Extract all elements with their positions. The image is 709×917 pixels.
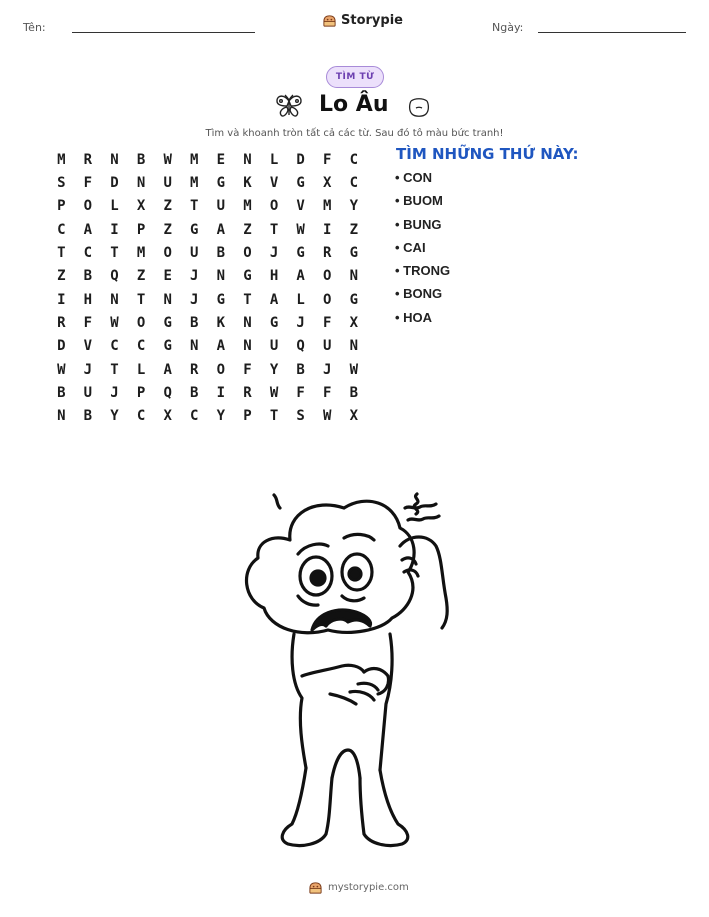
grid-cell[interactable]: J (190, 291, 199, 308)
grid-cell[interactable]: N (190, 338, 199, 355)
grid-cell[interactable]: O (243, 245, 252, 262)
grid-cell[interactable]: C (190, 408, 199, 425)
grid-cell[interactable]: J (269, 245, 279, 262)
grid-cell[interactable]: W (57, 361, 66, 378)
grid-cell[interactable]: W (163, 151, 172, 168)
grid-cell[interactable]: F (323, 315, 332, 332)
grid-cell[interactable]: Y (349, 198, 359, 215)
grid-cell[interactable]: R (323, 245, 332, 262)
grid-cell[interactable]: E (163, 268, 172, 285)
grid-cell[interactable]: G (349, 291, 359, 308)
grid-cell[interactable]: F (243, 361, 252, 378)
grid-cell[interactable]: X (136, 198, 146, 215)
grid-cell[interactable]: Q (296, 338, 305, 355)
grid-cell[interactable]: Q (110, 268, 119, 285)
grid-cell[interactable]: U (190, 245, 199, 262)
grid-cell[interactable]: J (110, 385, 119, 402)
grid-cell[interactable]: S (296, 408, 305, 425)
grid-cell[interactable]: N (243, 315, 252, 332)
grid-cell[interactable]: G (296, 245, 305, 262)
grid-cell[interactable]: H (269, 268, 279, 285)
grid-cell[interactable]: B (190, 385, 199, 402)
grid-cell[interactable]: C (110, 338, 119, 355)
grid-cell[interactable]: L (136, 361, 146, 378)
date-line[interactable] (538, 32, 686, 33)
grid-cell[interactable]: Z (57, 268, 66, 285)
grid-cell[interactable]: F (323, 385, 332, 402)
grid-cell[interactable]: T (190, 198, 199, 215)
word-list-item: • TRONG (395, 263, 451, 279)
worried-face-icon (406, 94, 432, 119)
grid-cell[interactable]: W (323, 408, 332, 425)
word-list-item: • HOA (395, 309, 433, 325)
grid-cell[interactable]: G (216, 175, 226, 192)
grid-cell[interactable]: N (57, 408, 66, 425)
footer (308, 880, 409, 895)
date-label: Ngày: (492, 21, 524, 34)
grid-cell[interactable]: U (323, 338, 332, 355)
instructions: Tìm và khoanh tròn tất cả các từ. Sau đó tô màu bức tranh! (205, 128, 504, 139)
grid-cell[interactable]: K (216, 315, 226, 332)
grid-cell[interactable]: G (190, 221, 199, 238)
grid-cell[interactable]: H (83, 291, 93, 308)
grid-cell[interactable]: N (216, 268, 226, 285)
grid-cell[interactable]: B (57, 385, 66, 402)
grid-cell[interactable]: M (136, 245, 146, 262)
grid-cell[interactable]: M (190, 175, 199, 192)
grid-cell[interactable]: J (296, 315, 305, 332)
grid-cell[interactable]: J (190, 268, 199, 285)
grid-cell[interactable]: Y (216, 408, 226, 425)
grid-cell[interactable]: B (216, 245, 226, 262)
grid-cell[interactable]: M (57, 151, 66, 168)
grid-cell[interactable]: O (269, 198, 279, 215)
grid-cell[interactable]: B (349, 385, 359, 402)
grid-cell[interactable]: Z (349, 221, 359, 238)
grid-cell[interactable]: C (349, 175, 359, 192)
grid-cell[interactable]: B (83, 408, 93, 425)
word-list (395, 170, 450, 333)
word-list-item: • BUOM (395, 193, 443, 209)
grid-cell[interactable]: W (296, 221, 305, 238)
grid-cell[interactable]: W (349, 361, 359, 378)
grid-cell[interactable]: R (83, 151, 93, 168)
grid-cell[interactable]: G (296, 175, 305, 192)
grid-cell[interactable]: O (163, 245, 172, 262)
grid-cell[interactable]: W (269, 385, 279, 402)
grid-cell[interactable]: J (323, 361, 332, 378)
grid-cell[interactable]: T (136, 291, 146, 308)
grid-cell[interactable]: L (269, 151, 279, 168)
grid-cell[interactable]: T (269, 408, 279, 425)
pie-icon (308, 880, 323, 895)
grid-cell[interactable]: X (349, 408, 359, 425)
grid-cell[interactable]: N (163, 291, 172, 308)
grid-cell[interactable]: O (323, 291, 332, 308)
grid-cell[interactable]: I (323, 221, 332, 238)
grid-cell[interactable]: F (83, 315, 93, 332)
grid-cell[interactable]: W (110, 315, 119, 332)
grid-cell[interactable]: I (110, 221, 119, 238)
grid-cell[interactable]: I (57, 291, 66, 308)
grid-cell[interactable]: S (57, 175, 66, 192)
grid-cell[interactable]: U (269, 338, 279, 355)
grid-cell[interactable]: C (136, 338, 146, 355)
grid-cell[interactable]: U (83, 385, 93, 402)
grid-cell[interactable]: B (190, 315, 199, 332)
grid-cell[interactable]: K (243, 175, 252, 192)
grid-cell[interactable]: N (243, 151, 252, 168)
grid-cell[interactable]: O (216, 361, 226, 378)
brand-name: Storypie (341, 13, 403, 28)
grid-cell[interactable]: A (269, 291, 279, 308)
grid-cell[interactable]: O (83, 198, 93, 215)
grid-cell[interactable]: A (163, 361, 172, 378)
grid-cell[interactable]: F (83, 175, 93, 192)
grid-cell[interactable]: U (216, 198, 226, 215)
grid-cell[interactable]: L (110, 198, 119, 215)
grid-cell[interactable]: P (243, 408, 252, 425)
anxious-character-illustration[interactable] (232, 488, 484, 853)
grid-cell[interactable]: N (243, 338, 252, 355)
grid-cell[interactable]: V (269, 175, 279, 192)
grid-cell[interactable]: A (216, 221, 226, 238)
grid-cell[interactable]: G (216, 291, 226, 308)
grid-cell[interactable]: T (269, 221, 279, 238)
grid-cell[interactable]: R (190, 361, 199, 378)
grid-cell[interactable]: Q (163, 385, 172, 402)
grid-cell[interactable]: P (136, 385, 146, 402)
word-list-item: • BUNG (395, 216, 442, 232)
grid-cell[interactable]: U (163, 175, 172, 192)
name-label: Tên: (23, 21, 46, 34)
grid-cell[interactable]: A (296, 268, 305, 285)
grid-cell[interactable]: M (190, 151, 199, 168)
grid-cell[interactable]: D (110, 175, 119, 192)
word-list-item: • CON (395, 170, 433, 185)
grid-cell[interactable]: G (349, 245, 359, 262)
grid-cell[interactable]: T (110, 361, 119, 378)
grid-cell[interactable]: G (243, 268, 252, 285)
grid-cell[interactable]: A (216, 338, 226, 355)
grid-cell[interactable]: O (323, 268, 332, 285)
grid-cell[interactable]: I (216, 385, 226, 402)
pie-icon (322, 13, 337, 28)
grid-cell[interactable]: X (349, 315, 359, 332)
grid-cell[interactable]: P (136, 221, 146, 238)
grid-cell[interactable]: N (110, 151, 119, 168)
grid-cell[interactable]: F (296, 385, 305, 402)
word-search-badge: TÌM TỪ (326, 66, 384, 88)
page-title: Lo Âu (319, 92, 389, 117)
grid-cell[interactable]: B (296, 361, 305, 378)
grid-cell[interactable]: C (57, 221, 66, 238)
grid-cell[interactable]: G (163, 315, 172, 332)
grid-cell[interactable]: P (57, 198, 66, 215)
grid-cell[interactable]: B (136, 151, 146, 168)
word-search-grid (48, 148, 367, 428)
grid-cell[interactable]: C (349, 151, 359, 168)
grid-cell[interactable]: Z (136, 268, 146, 285)
grid-cell[interactable]: Z (243, 221, 252, 238)
grid-cell[interactable]: V (296, 198, 305, 215)
grid-cell[interactable]: D (296, 151, 305, 168)
brand-logo (322, 13, 403, 28)
grid-cell[interactable]: L (296, 291, 305, 308)
grid-cell[interactable]: N (349, 268, 359, 285)
grid-cell[interactable]: R (243, 385, 252, 402)
grid-cell[interactable]: F (323, 151, 332, 168)
word-list-title: TÌM NHỮNG THỨ NÀY: (396, 145, 579, 163)
grid-cell[interactable]: M (323, 198, 332, 215)
grid-cell[interactable]: Y (269, 361, 279, 378)
grid-cell[interactable]: Z (163, 221, 172, 238)
butterfly-icon (274, 93, 304, 120)
grid-cell[interactable]: N (136, 175, 146, 192)
grid-cell[interactable]: N (349, 338, 359, 355)
word-list-item: • CAI (395, 239, 426, 255)
grid-cell[interactable]: X (323, 175, 332, 192)
grid-cell[interactable]: N (110, 291, 119, 308)
grid-cell[interactable]: T (243, 291, 252, 308)
grid-cell[interactable]: E (216, 151, 226, 168)
grid-cell[interactable]: Z (163, 198, 172, 215)
grid-cell[interactable]: Y (110, 408, 119, 425)
grid-cell[interactable]: X (163, 408, 172, 425)
footer-url: mystorypie.com (328, 882, 409, 893)
grid-cell[interactable]: B (83, 268, 93, 285)
name-line[interactable] (72, 32, 255, 33)
grid-cell[interactable]: D (57, 338, 66, 355)
grid-cell[interactable]: V (83, 338, 93, 355)
grid-cell[interactable]: C (83, 245, 93, 262)
grid-cell[interactable]: J (83, 361, 93, 378)
grid-cell[interactable]: G (163, 338, 172, 355)
grid-cell[interactable]: G (269, 315, 279, 332)
grid-cell[interactable]: T (57, 245, 66, 262)
grid-cell[interactable]: A (83, 221, 93, 238)
word-list-item: • BONG (395, 286, 443, 302)
grid-cell[interactable]: R (57, 315, 66, 332)
grid-cell[interactable]: M (243, 198, 252, 215)
grid-cell[interactable]: T (110, 245, 119, 262)
grid-cell[interactable]: O (136, 315, 146, 332)
grid-cell[interactable]: C (136, 408, 146, 425)
